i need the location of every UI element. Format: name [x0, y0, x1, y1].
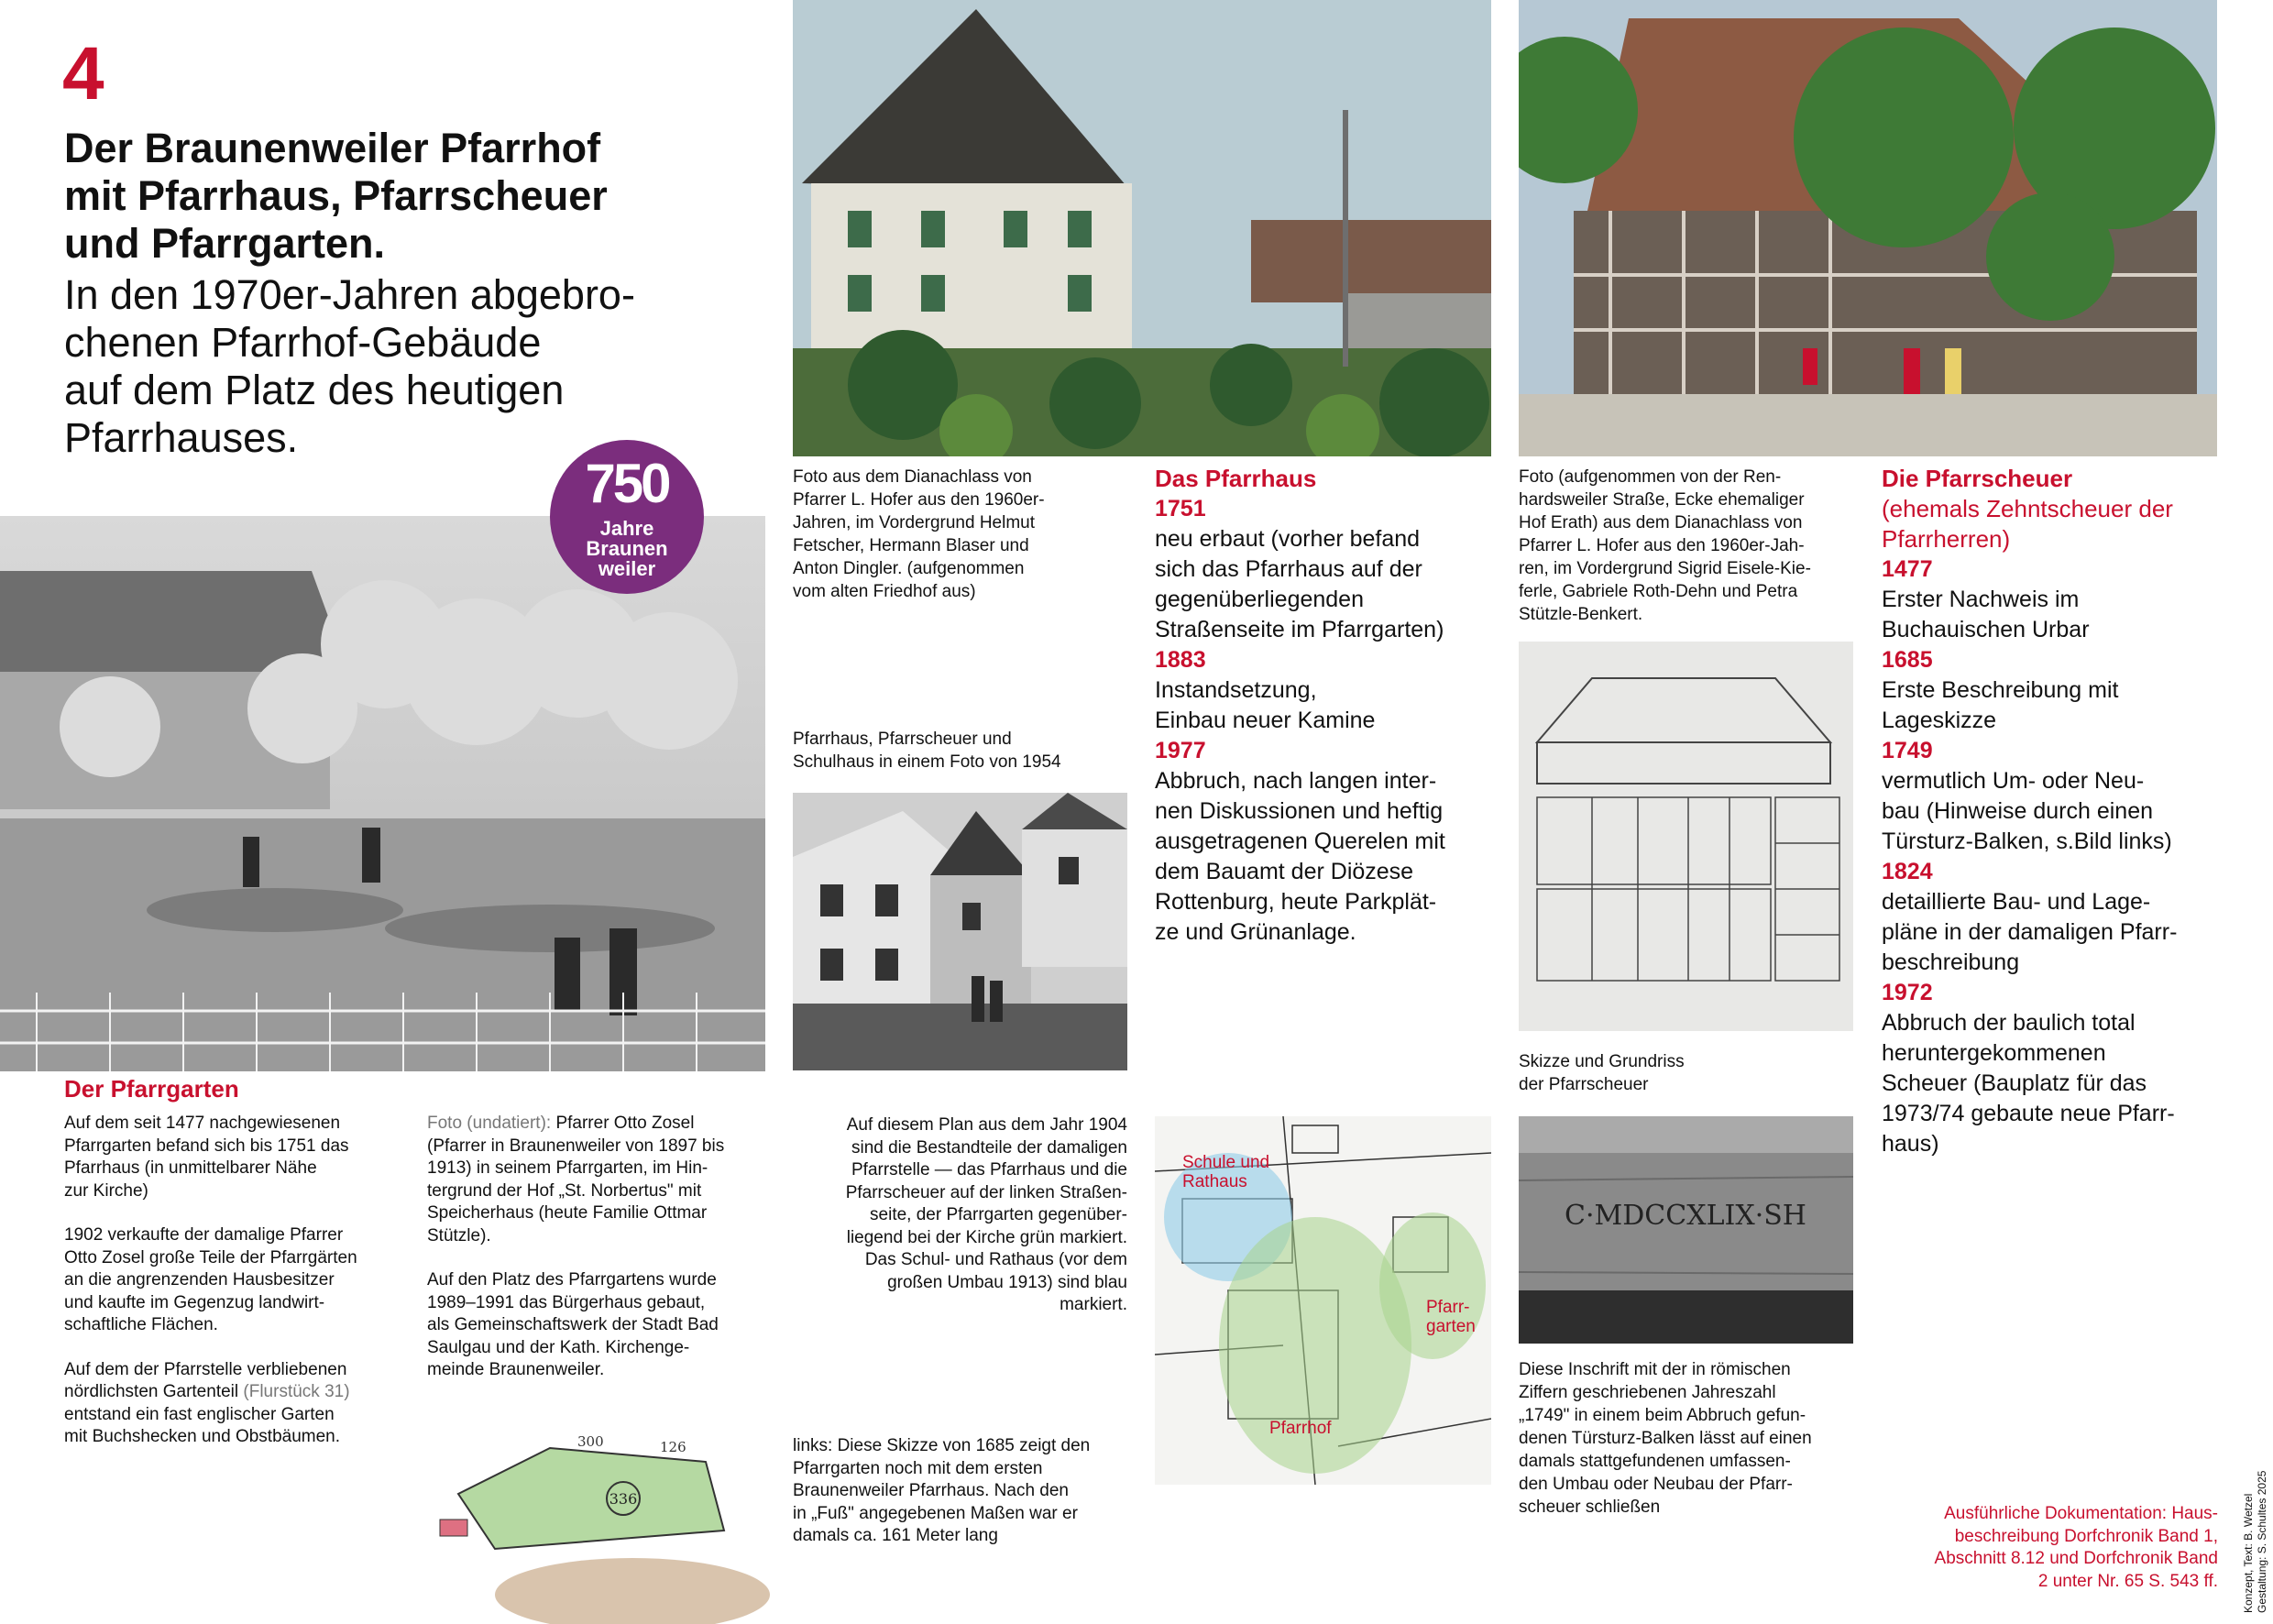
- sketch-label-2: 300: [577, 1433, 604, 1450]
- pfarrgarten-para2: 1902 verkaufte der damalige Pfarrer Otto Zosel große Teile der Pfarrgärten an die angrenzenden Hausbesitzer und kaufte im Gegenzug landwirt- schaftliche Flächen.: [64, 1225, 357, 1334]
- map-label-pfarrhof: Pfarrhof: [1269, 1419, 1332, 1438]
- caption-plan-1904: Auf diesem Plan aus dem Jahr 1904 sind die Bestandteile der damaligen Pfarrstelle — das Pfarrhaus und die Pfarrscheuer auf der linken Straßen- seite, der Pfarrgarten gegenüber- liegend bei der Kirche grün markiert. Das Schul- und Rathaus (vor dem großen Umbau 1913) sind blau markiert.: [845, 1115, 1127, 1314]
- pfarrhaus-year: 1883: [1155, 647, 1206, 673]
- pfarrhaus-year: 1977: [1155, 738, 1206, 763]
- caption-pfarrhaus-photo: Foto aus dem Dianachlass von Pfarrer L. Hofer aus den 1960er- Jahren, im Vordergrund Helmut Fetscher, Hermann Blaser und Anton Dingler. (aufgenommen vom alten Friedhof aus): [793, 467, 1045, 601]
- caption-inscription: Diese Inschrift mit der in römischen Ziffern geschriebenen Jahreszahl „1749" in einem beim Abbruch gefun- denen Türsturz-Balken lässt auf einen damals stattgefundenen umfassen- den Umbau oder Neubau der Pfarr- scheuer schließen: [1519, 1360, 1812, 1517]
- pfarrgarten-para3-a: Auf dem der Pfarrstelle verbliebenen nördlichsten Gartenteil: [64, 1359, 347, 1401]
- sketch-label-1: 336: [609, 1490, 638, 1508]
- page-title: Der Braunenweiler Pfarrhof mit Pfarrhaus, Pfarrscheuer und Pfarrgarten.: [64, 125, 608, 267]
- pfarrgarten-heading: Der Pfarrgarten: [64, 1075, 239, 1103]
- pfarrgarten-para1: Auf dem seit 1477 nachgewiesenen Pfarrgarten befand sich bis 1751 das Pfarrhaus (in unmittelbarer Nähe zur Kirche): [64, 1114, 349, 1201]
- board-number: 4: [62, 32, 104, 115]
- pfarrscheuer-year: 1749: [1882, 738, 1933, 763]
- credits: Konzept, Text: B. Wetzel Gestaltung: S. Schultes 2025: [2242, 1470, 2268, 1613]
- caption-pfarrscheuer-photo: Foto (aufgenommen von der Ren- hardsweiler Straße, Ecke ehemaliger Hof Erath) aus dem Dianachlass von Pfarrer L. Hofer aus den 1960er-Jah- ren, im Vordergrund Sigrid Eisele-Kie- ferle, Gabriele Roth-Dehn und Petra Stützle-Benkert.: [1519, 467, 1811, 624]
- badge-line2: Braunen: [586, 537, 668, 560]
- pfarrscheuer-text: Erster Nachweis im Buchauischen Urbar: [1882, 587, 2090, 642]
- pfarrhaus-year: 1751: [1155, 496, 1206, 521]
- pfarrscheuer-color-photo: [1519, 0, 2217, 456]
- pfarrhaus-text: Abbruch, nach langen inter- nen Diskussionen und heftig ausgetragenen Querelen mit dem Bauamt der Diözese Rottenburg, heute Parkplät- ze und Grünanlage.: [1155, 768, 1445, 945]
- map-label-schule: Schule und Rathaus: [1182, 1153, 1270, 1191]
- inscription-photo: [1519, 1116, 1853, 1344]
- pfarrscheuer-text: Abbruch der baulich total heruntergekommenen Scheuer (Bauplatz für das 1973/74 gebaute neue Pfarr- haus): [1882, 1010, 2175, 1157]
- pfarrgarten-photo-caption-text: Pfarrer Otto Zosel (Pfarrer in Braunenweiler von 1897 bis 1913) in seinem Pfarrgarten, im Hin- tergrund der Hof „St. Norbertus" mit Speicherhaus (heute Familie Ottmar Stützle).: [427, 1114, 725, 1245]
- pfarrscheuer-text: vermutlich Um- oder Neu- bau (Hinweise durch einen Türsturz-Balken, s.Bild links): [1882, 768, 2172, 854]
- pfarrhaus-section: [1155, 464, 1503, 948]
- page-subtitle: In den 1970er-Jahren abgebro- chenen Pfarrhof-Gebäude auf dem Platz des heutigen Pfarrhauses.: [64, 271, 635, 461]
- pfarrscheuer-year: 1685: [1882, 647, 1933, 673]
- photo-1954: [793, 793, 1127, 1070]
- pfarrgarten-flurstueck: (Flurstück 31): [243, 1382, 350, 1401]
- pfarrgarten-photo-caption: [427, 1113, 775, 1247]
- documentation-note: Ausführliche Dokumentation: Haus- beschreibung Dorfchronik Band 1, Abschnitt 8.12 und Dorfchronik Band 2 unter Nr. 65 S. 543 ff.: [1934, 1504, 2218, 1591]
- plan-1904-map: [1155, 1116, 1491, 1485]
- pfarrscheuer-year: 1824: [1882, 859, 1933, 884]
- pfarrgarten-buergerhaus: Auf den Platz des Pfarrgartens wurde 1989–1991 das Bürgerhaus gebaut, als Gemeinschaftswerk der Stadt Bad Saulgau und der Kath. Kirchenge- meinde Braunenweiler.: [427, 1270, 719, 1379]
- pfarrhaus-text: neu erbaut (vorher befand sich das Pfarrhaus auf der gegenüberliegenden Straßenseite im Pfarrgarten): [1155, 526, 1444, 642]
- sketch-1685: [403, 1411, 770, 1624]
- pfarrscheuer-year: 1477: [1882, 556, 1933, 582]
- pfarrscheuer-text: Erste Beschreibung mit Lageskizze: [1882, 677, 2119, 733]
- caption-photo-1954: Pfarrhaus, Pfarrscheuer und Schulhaus in einem Foto von 1954: [793, 730, 1061, 772]
- sketch-label-3: 126: [660, 1439, 686, 1455]
- pfarrhaus-color-photo: [793, 0, 1491, 456]
- anniversary-badge: [550, 440, 704, 594]
- pfarrscheuer-section: [1882, 464, 2248, 1159]
- inscription-text: C·MDCCXLIX·SH: [1565, 1200, 1806, 1232]
- pfarrhaus-heading: Das Pfarrhaus: [1155, 465, 1317, 492]
- garden-photo: [0, 516, 765, 1071]
- pfarrgarten-col2: [427, 1113, 775, 1382]
- pfarrscheuer-text: detaillierte Bau- und Lage- pläne in der damaligen Pfarr- beschreibung: [1882, 889, 2178, 975]
- pfarrgarten-para3-b: entstand ein fast englischer Garten mit Buchshecken und Obstbäumen.: [64, 1404, 341, 1446]
- pfarrscheuer-subheading: (ehemals Zehntscheuer der Pfarrherren): [1882, 495, 2173, 553]
- pfarrscheuer-sketch: [1519, 642, 1853, 1031]
- pfarrhaus-text: Instandsetzung, Einbau neuer Kamine: [1155, 677, 1376, 733]
- pfarrscheuer-heading: Die Pfarrscheuer: [1882, 465, 2073, 492]
- map-label-pfarrgarten: Pfarr- garten: [1426, 1298, 1476, 1336]
- badge-line3: weiler: [598, 557, 656, 580]
- badge-number: 750: [585, 453, 669, 514]
- pfarrgarten-photo-caption-prefix: Foto (undatiert):: [427, 1114, 556, 1133]
- pfarrgarten-text: [64, 1113, 412, 1449]
- badge-line1: Jahre: [599, 517, 654, 540]
- caption-sketch-1685: links: Diese Skizze von 1685 zeigt den Pfarrgarten noch mit dem ersten Braunenweiler Pfarrhaus. Nach den in „Fuß" angegebenen Maßen war er damals ca. 161 Meter lang: [793, 1436, 1091, 1545]
- pfarrgarten-para3: [64, 1359, 412, 1449]
- caption-sketch-scheuer: Skizze und Grundriss der Pfarrscheuer: [1519, 1052, 1685, 1094]
- pfarrscheuer-year: 1972: [1882, 980, 1933, 1005]
